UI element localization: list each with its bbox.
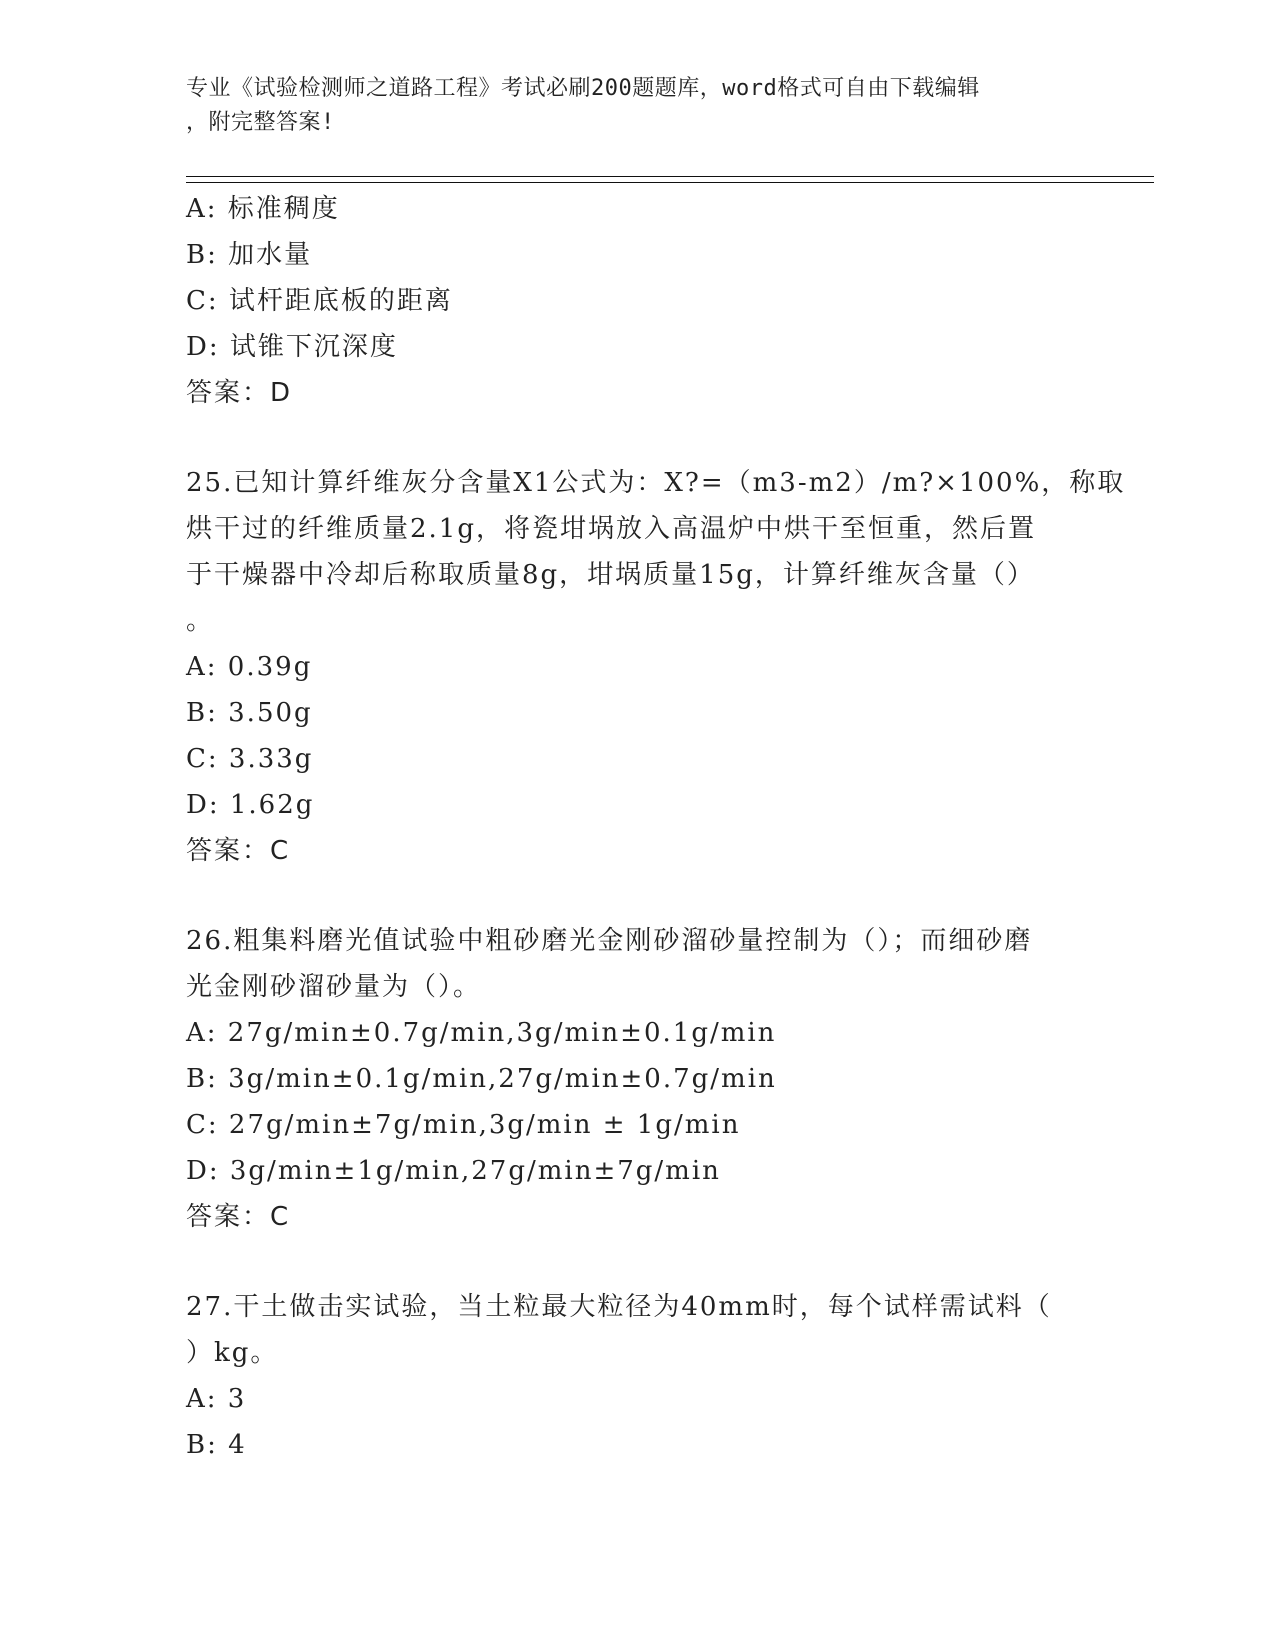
option-d: D: 1.62g (186, 790, 315, 820)
option-d: D: 3g/min±1g/min,27g/min±7g/min (186, 1156, 721, 1186)
answer-line: 答案：C (186, 836, 291, 866)
option-b: B: 3.50g (186, 698, 313, 728)
question-text-line: 27.干土做击实试验，当土粒最大粒径为40mm时，每个试样需试料（ (186, 1292, 1052, 1322)
question-text-line: 于干燥器中冷却后称取质量8g，坩埚质量15g，计算纤维灰含量（） (186, 560, 1035, 590)
answer-line: 答案：D (186, 378, 293, 408)
document-header (186, 72, 1066, 140)
answer-line: 答案：C (186, 1202, 291, 1232)
option-b: B: 4 (186, 1430, 247, 1460)
question-block-27 (186, 1284, 1086, 1468)
option-a: A: 0.39g (186, 652, 313, 682)
option-a: A: 3 (186, 1384, 247, 1414)
header-rule-top (186, 176, 1154, 177)
question-text-line: 光金刚砂溜砂量为（）。 (186, 972, 482, 1002)
question-text-line: ）kg。 (186, 1338, 279, 1368)
option-d: D: 试锥下沉深度 (186, 332, 398, 362)
header-rule-bottom (186, 182, 1154, 183)
header-line-2: ，附完整答案! (186, 110, 335, 135)
option-b: B: 加水量 (186, 240, 313, 270)
option-a: A: 标准稠度 (186, 194, 340, 224)
question-text-line: 25.已知计算纤维灰分含量X1公式为：X?=（m3-m2）/m?×100%，称取 (186, 468, 1126, 498)
question-text-line: 。 (186, 606, 215, 636)
option-a: A: 27g/min±0.7g/min,3g/min±0.1g/min (186, 1018, 777, 1048)
question-content (186, 186, 1126, 1468)
option-b: B: 3g/min±0.1g/min,27g/min±0.7g/min (186, 1064, 777, 1094)
question-text-line: 26.粗集料磨光值试验中粗砂磨光金刚砂溜砂量控制为（）；而细砂磨 (186, 926, 1033, 956)
question-text-line: 烘干过的纤维质量2.1g，将瓷坩埚放入高温炉中烘干至恒重，然后置 (186, 514, 1036, 544)
option-c: C: 试杆距底板的距离 (186, 286, 453, 316)
option-c: C: 3.33g (186, 744, 314, 774)
header-line-1: 专业《试验检测师之道路工程》考试必刷200题题库，word格式可自由下载编辑 (186, 76, 980, 101)
question-block-24 (186, 186, 1086, 416)
question-block-25 (186, 460, 1126, 874)
option-c: C: 27g/min±7g/min,3g/min ± 1g/min (186, 1110, 741, 1140)
question-block-26 (186, 918, 1086, 1240)
